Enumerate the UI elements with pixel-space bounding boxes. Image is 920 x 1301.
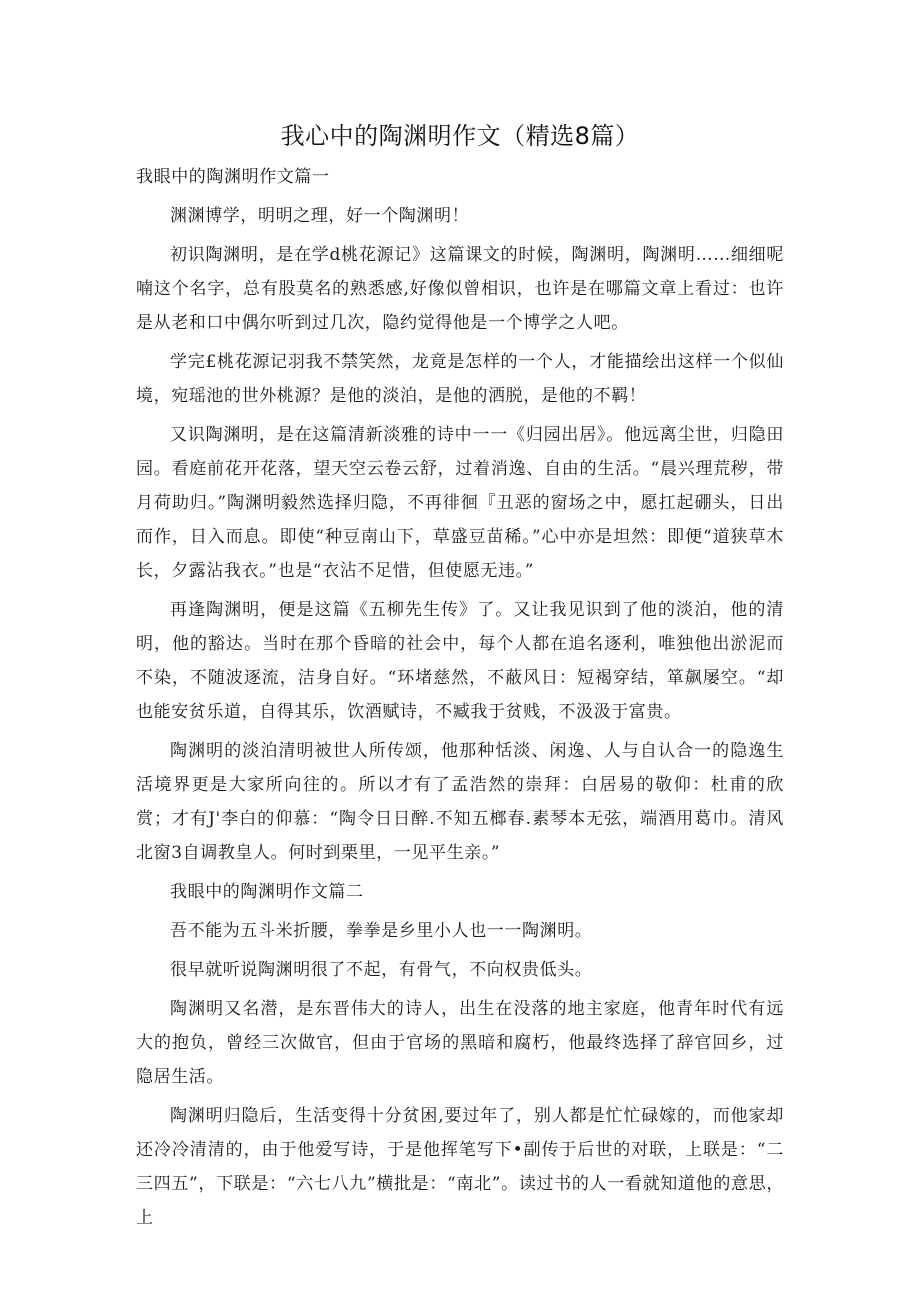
- document-title: 我心中的陶渊明作文（精选8篇）: [280, 122, 640, 150]
- paragraph: 吾不能为五斗米折腰，拳拳是乡里小人也一一陶渊明。: [170, 921, 593, 941]
- document-body: [136, 160, 784, 1235]
- paragraph: 陶渊明归隐后，生活变得十分贫困,要过年了，别人都是忙忙碌嫁的，而他家却还冷冷清清的，由于他爱写诗，于是他挥笔写下•副传于后世的对联，上联是：“二三四五”，下联是：“六七八九”横批是：“南北”。读过书的人一看就知道他的意思，上: [136, 1106, 784, 1228]
- paragraph: 初识陶渊明，是在学d桃花源记》这篇课文的时候，陶渊明，陶渊明……细细呢喃这个名字，总有股莫名的熟悉感,好像似曾相识，也许是在哪篇文章上看过：也许是从老和口中偶尔听到过几次，隐约觉得他是一个博学之人吧。: [136, 245, 784, 333]
- paragraph: 渊渊博学，明明之理，好一个陶渊明！: [170, 206, 470, 226]
- paragraph: 再逢陶渊明，便是这篇《五柳先生传》了。又让我见识到了他的淡泊，他的清明，他的豁达。当时在那个昏暗的社会中，每个人都在追名逐利，唯独他出淤泥而不染，不随波逐流，洁身自好。“环堵慈然，不蔽风日：短褐穿结，箪飙屡空。“却也能安贫乐道，自得其乐，饮酒赋诗，不臧我于贫贱，不汲汲于富贵。: [136, 600, 784, 722]
- paragraph: 陶渊明的淡泊清明被世人所传颂，他那种恬淡、闲逸、人与自认合一的隐逸生活境界更是大家所向往的。所以才有了孟浩然的崇拜：白居易的敬仰：杜甫的欣赏；才有J'李白的仰慕：“陶令日日醉.不知五榔春.素琴本无弦，端酒用葛巾。清风北窗3自调教皇人。何时到栗里，一见平生亲。”: [136, 741, 784, 863]
- paragraph: 学完£桃花源记羽我不禁笑然，龙竟是怎样的一个人，才能描绘出这样一个似仙境，宛瑶池的世外桃源？是他的淡泊，是他的洒脱，是他的不羁！: [136, 352, 784, 406]
- paragraph: 很早就听说陶渊明很了不起，有骨气，不向权贵低头。: [170, 960, 593, 980]
- paragraph: 陶渊明又名潜，是东晋伟大的诗人，出生在没落的地主家庭，他青年时代有远大的抱负，曾经三次做官，但由于官场的黑暗和腐朽，他最终选择了辞官回乡，过隐居生活。: [136, 999, 784, 1087]
- paragraph: 又识陶渊明，是在这篇清新淡雅的诗中一一《归园出居》。他远离尘世，归隐田园。看庭前花开花落，望天空云卷云舒，过着消逸、自由的生活。“晨兴理荒秽，带月荷助归。”陶渊明毅然选择归隐，不再徘徊『丑恶的窗场之中，愿扛起硼头，日出而作，日入而息。即使“种豆南山下，草盛豆苗稀。”心中亦是坦然：即便“道狭草木长，夕露沾我衣。”也是“衣沾不足惜，但使愿无违。”: [136, 425, 784, 581]
- section-heading-2: 我眼中的陶渊明作文篇二: [170, 882, 364, 902]
- section-heading-1: 我眼中的陶渊明作文篇一: [136, 167, 330, 187]
